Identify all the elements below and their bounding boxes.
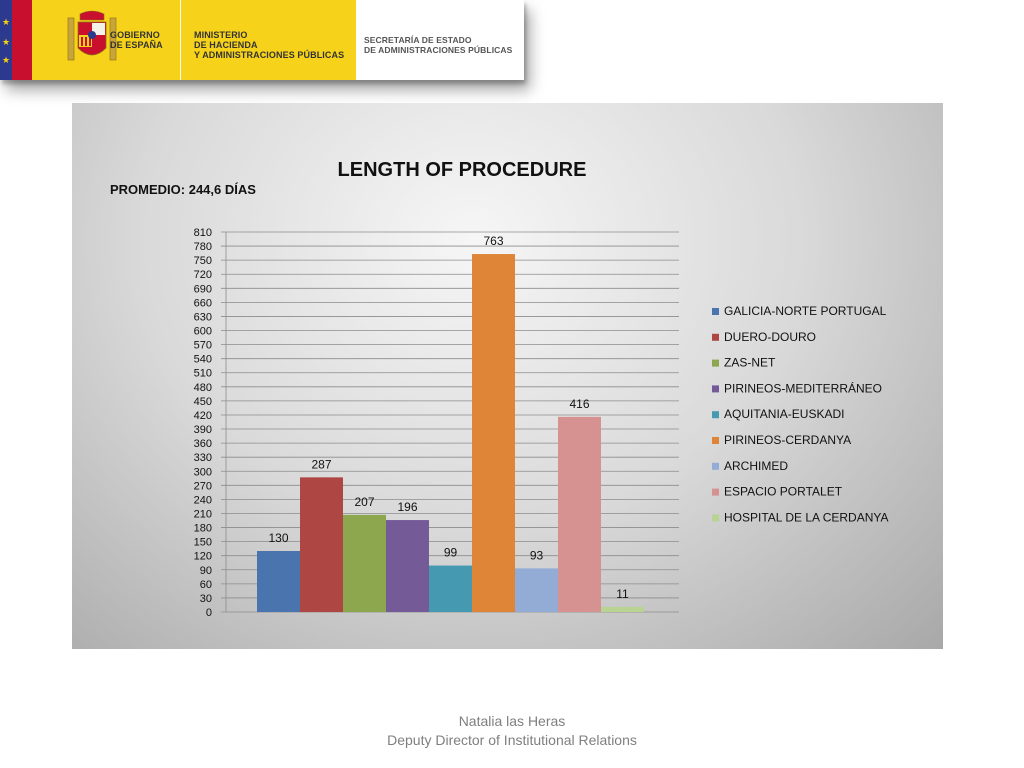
y-tick-label: 720 — [193, 269, 212, 282]
y-tick-label: 240 — [193, 494, 212, 507]
legend-swatch — [712, 411, 719, 418]
data-label: 287 — [311, 457, 332, 472]
legend-swatch — [712, 385, 719, 392]
eu-flag-strip — [0, 0, 12, 80]
y-tick-label: 450 — [193, 395, 212, 408]
y-tick-label: 90 — [199, 564, 212, 577]
bar-archimed — [515, 568, 558, 612]
y-tick-label: 270 — [193, 480, 212, 493]
y-tick-label: 60 — [199, 578, 212, 591]
presenter-role: Deputy Director of Institutional Relations — [387, 732, 637, 748]
y-tick-label: 630 — [193, 311, 212, 324]
legend-label: PIRINEOS-CERDANYA — [724, 433, 852, 447]
legend-swatch — [712, 360, 719, 367]
data-label: 99 — [443, 545, 458, 560]
legend-swatch — [712, 334, 719, 341]
bar-hospital-de-la-cerdanya — [601, 607, 644, 612]
y-tick-label: 150 — [193, 536, 212, 549]
y-tick-label: 540 — [193, 353, 212, 366]
y-tick-label: 510 — [193, 367, 212, 380]
bar-galicia-norte-portugal — [257, 551, 300, 612]
legend-label: HOSPITAL DE LA CERDANYA — [724, 510, 889, 525]
y-tick-label: 300 — [193, 466, 212, 479]
y-tick-label: 810 — [193, 227, 212, 239]
bar-aquitania-euskadi — [429, 566, 472, 612]
bar-duero-douro — [300, 477, 343, 612]
bar-pirineos-cerdanya — [472, 254, 515, 612]
y-tick-label: 690 — [193, 283, 212, 296]
footer — [0, 712, 1024, 750]
legend-swatch — [712, 514, 719, 521]
y-tick-label: 780 — [193, 241, 212, 254]
secretaria-label-line2: DE ADMINISTRACIONES PÚBLICAS — [364, 45, 513, 55]
bar-pirineos-mediterr-neo — [386, 520, 429, 612]
legend-label: ARCHIMED — [724, 458, 789, 473]
y-tick-label: 120 — [193, 550, 212, 563]
legend-swatch — [712, 437, 719, 444]
y-tick-label: 210 — [193, 508, 212, 521]
legend-label: GALICIA-NORTE PORTUGAL — [724, 304, 887, 318]
star-icon: ★ — [2, 17, 11, 27]
presenter-name: Natalia las Heras — [458, 713, 566, 729]
legend-swatch — [712, 463, 719, 470]
legend-label: PIRINEOS-MEDITERRÁNEO — [724, 381, 883, 396]
y-tick-label: 360 — [193, 438, 212, 451]
data-label: 93 — [529, 548, 544, 563]
y-tick-label: 180 — [193, 522, 212, 535]
y-tick-label: 0 — [205, 607, 212, 619]
chart-title: LENGTH OF PROCEDURE — [337, 159, 587, 181]
star-icon: ★ — [2, 55, 11, 65]
y-tick-label: 480 — [193, 381, 212, 394]
y-tick-label: 600 — [193, 325, 212, 338]
y-axis-ticks — [194, 227, 212, 619]
y-tick-label: 330 — [193, 452, 212, 465]
ministry-label-line1: MINISTERIO — [194, 30, 248, 40]
legend-label: ESPACIO PORTALET — [724, 484, 843, 499]
y-tick-label: 30 — [199, 592, 212, 605]
bar-zas-net — [343, 515, 386, 612]
chart-subtitle: PROMEDIO: 244,6 DÍAS — [110, 182, 256, 197]
bar-chart — [72, 103, 943, 649]
data-label: 207 — [354, 494, 375, 509]
y-tick-label: 570 — [193, 339, 212, 352]
legend-label: ZAS-NET — [724, 355, 776, 370]
data-label: 130 — [268, 531, 289, 546]
legend-label: AQUITANIA-EUSKADI — [724, 407, 845, 422]
data-label: 416 — [569, 396, 590, 411]
legend-swatch — [712, 489, 719, 496]
legend-label: DUERO-DOURO — [724, 329, 816, 344]
chart-panel — [72, 103, 943, 649]
secretaria-label-line1: SECRETARÍA DE ESTADO — [364, 35, 472, 45]
legend — [712, 304, 889, 524]
bar-espacio-portalet — [558, 417, 601, 612]
legend-swatch — [712, 308, 719, 315]
spain-flag-strip — [12, 0, 32, 80]
star-icon: ★ — [2, 37, 11, 47]
y-tick-label: 660 — [193, 297, 212, 310]
gobierno-label-line1: GOBIERNO — [110, 30, 160, 40]
ministry-label-line3: Y ADMINISTRACIONES PÚBLICAS — [194, 50, 345, 60]
y-tick-label: 390 — [193, 424, 212, 437]
gobierno-label-line2: DE ESPAÑA — [110, 40, 163, 50]
y-tick-label: 420 — [193, 409, 212, 422]
data-label: 763 — [483, 234, 504, 249]
government-header-banner — [0, 0, 524, 80]
y-tick-label: 750 — [193, 255, 212, 268]
data-label: 11 — [616, 586, 629, 601]
ministry-label-line2: DE HACIENDA — [194, 40, 258, 50]
data-label: 196 — [397, 500, 418, 515]
